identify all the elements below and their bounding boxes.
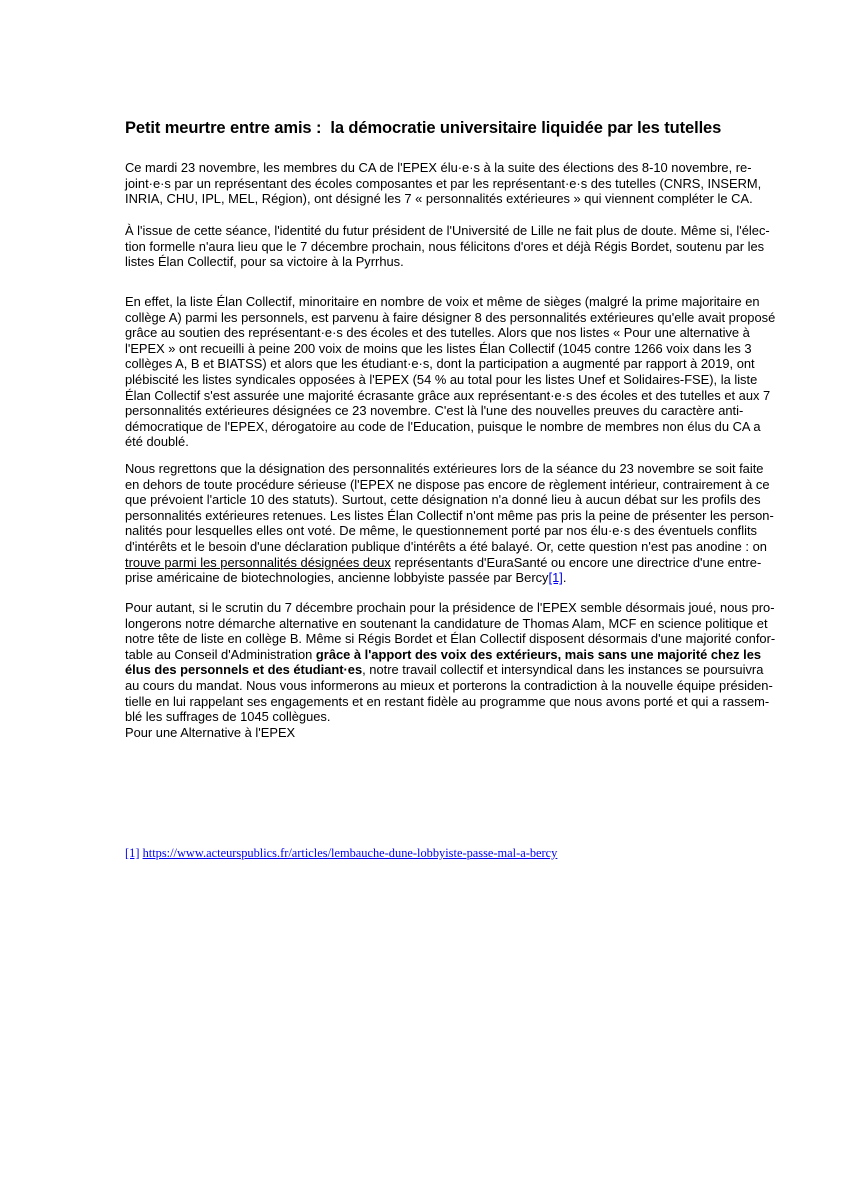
text-line: été doublé.	[125, 434, 189, 450]
text-line: en dehors de toute procédure sérieuse (l'EPEX ne dispose pas encore de règlement intérieur, contrairement à ce	[125, 476, 770, 492]
bold-text: grâce à l'apport des voix des extérieurs, mais sans une majorité chez les	[315, 646, 762, 662]
text-line: personnalités extérieures retenues. Les listes Élan Collectif n'ont même pas pris la peine de présenter les person-	[125, 507, 774, 523]
text-line: notre tête de liste en collège B. Même si Régis Bordet et Élan Collectif disposent désormais d'une majorité confor-	[125, 631, 776, 647]
text-line: nalités pour lesquelles elles ont voté. De même, le questionnement porté par nos élu·e·s des éventuels conflits	[125, 523, 757, 539]
text-fragment: .	[562, 570, 567, 586]
text-fragment: représentants d'EuraSanté ou encore une directrice d'une entre-	[390, 554, 762, 570]
bold-text: élus des personnels et des étudiant·es	[125, 662, 363, 678]
paragraph-designation	[125, 461, 774, 586]
text-fragment: prise américaine de biotechnologies, ancienne lobbyiste passée par Bercy	[125, 570, 549, 586]
text-line: grâce au soutien des représentant·e·s des écoles et des tutelles. Alors que nos listes « Pour une alternative à	[125, 325, 750, 341]
text-line: Élan Collectif s'est assurée une majorité écrasante grâce aux représentant·e·s des écoles et des tutelles et aux 7	[125, 387, 771, 403]
text-line: d'intérêts et le besoin d'une déclaration publique d'intérêts a été balayé. Or, cette question n'est pas anodine : on	[125, 538, 767, 554]
text-line: longerons notre démarche alternative en soutenant la candidature de Thomas Alam, MCF en science politique et	[125, 615, 768, 631]
text-line: À l'issue de cette séance, l'identité du futur président de l'Université de Lille ne fait plus de doute. Même si, l'élec-	[125, 223, 770, 238]
signature-text: Pour une Alternative à l'EPEX	[125, 725, 296, 740]
text-line: collège A) parmi les personnels, est parvenu à faire désigner 8 des personnalités extérieures qu'elle avait proposé	[125, 309, 776, 325]
text-line: tion formelle n'aura lieu que le 7 décembre prochain, nous félicitons d'ores et déjà Régis Bordet, soutenu par les	[125, 238, 765, 254]
text-line: joint·e·s par un représentant des écoles composantes et par les représentant·e·s des tutelles (CNRS, INSERM,	[125, 175, 762, 191]
signature	[125, 725, 765, 741]
paragraph-president	[125, 223, 770, 270]
text-line: que prévoient l'article 10 des statuts). Surtout, cette désignation n'a donné lieu à aucun débat sur les profils des	[125, 492, 761, 508]
text-line	[125, 647, 765, 663]
text-line: au cours du mandat. Nous vous informerons au mieux et porterons la contradiction à la nouvelle équipe présiden-	[125, 677, 773, 693]
text-line: blé les suffrages de 1045 collègues.	[125, 709, 331, 725]
text-line: INRIA, CHU, IPL, MEL, Région), ont désigné les 7 « personnalités extérieures » qui viennent compléter le CA.	[125, 191, 753, 207]
text-line: En effet, la liste Élan Collectif, minoritaire en nombre de voix et même de sièges (malgré la prime majoritaire en	[125, 294, 760, 309]
paragraph-candidacy	[125, 600, 776, 725]
underlined-text: trouve parmi les personnalités désignées deux	[125, 554, 391, 570]
paragraph-intro	[125, 160, 765, 207]
text-fragment: , notre travail collectif et intersyndical dans les instances se poursuivra	[362, 662, 764, 678]
text-line: Ce mardi 23 novembre, les membres du CA de l'EPEX élu·e·s à la suite des élections des 8-10 novembre, re-	[125, 160, 752, 175]
text-line: l'EPEX » ont recueilli à peine 200 voix de moins que les listes Élan Collectif (1045 contre 1266 voix dans les 3	[125, 340, 752, 356]
text-line: tielle en lui rappelant ses engagements et en restant fidèle au programme que nous avons porté et qui a rassem-	[125, 693, 770, 709]
footnote-reference-link[interactable]: [1]	[548, 570, 563, 586]
text-line: démocratique de l'EPEX, dérogatoire au code de l'Education, puisque le nombre de membres non élus du CA a	[125, 418, 761, 434]
text-fragment: table au Conseil d'Administration	[125, 646, 316, 662]
paragraph-majority	[125, 294, 776, 450]
text-line: personnalités extérieures désignées ce 23 novembre. C'est là l'une des nouvelles preuves du caractère anti-	[125, 403, 744, 419]
text-line: Nous regrettons que la désignation des personnalités extérieures lors de la séance du 23 novembre se soit faite	[125, 461, 764, 476]
footnote-url-link[interactable]: https://www.acteurspublics.fr/articles/lembauche-dune-lobbyiste-passe-mal-a-bercy	[142, 846, 558, 860]
document-title: Petit meurtre entre amis : la démocratie universitaire liquidée par les tutelles	[125, 119, 722, 137]
text-line	[125, 662, 765, 678]
footnote-back-link[interactable]: [1]	[125, 846, 140, 860]
text-line	[125, 555, 765, 571]
text-line: collèges A, B et BIATSS) et alors que les étudiant·e·s, dont la participation a augmenté par rapport à 2019, ont	[125, 356, 755, 372]
footnote	[125, 846, 557, 861]
text-line: plébiscité les listes syndicales opposées à l'EPEX (54 % au total pour les listes Unef et Solidaires-FSE), la liste	[125, 371, 758, 387]
text-line: Pour autant, si le scrutin du 7 décembre prochain pour la présidence de l'EPEX semble désormais joué, nous pro-	[125, 600, 775, 615]
text-line	[125, 570, 765, 586]
text-line: listes Élan Collectif, pour sa victoire à la Pyrrhus.	[125, 254, 404, 270]
